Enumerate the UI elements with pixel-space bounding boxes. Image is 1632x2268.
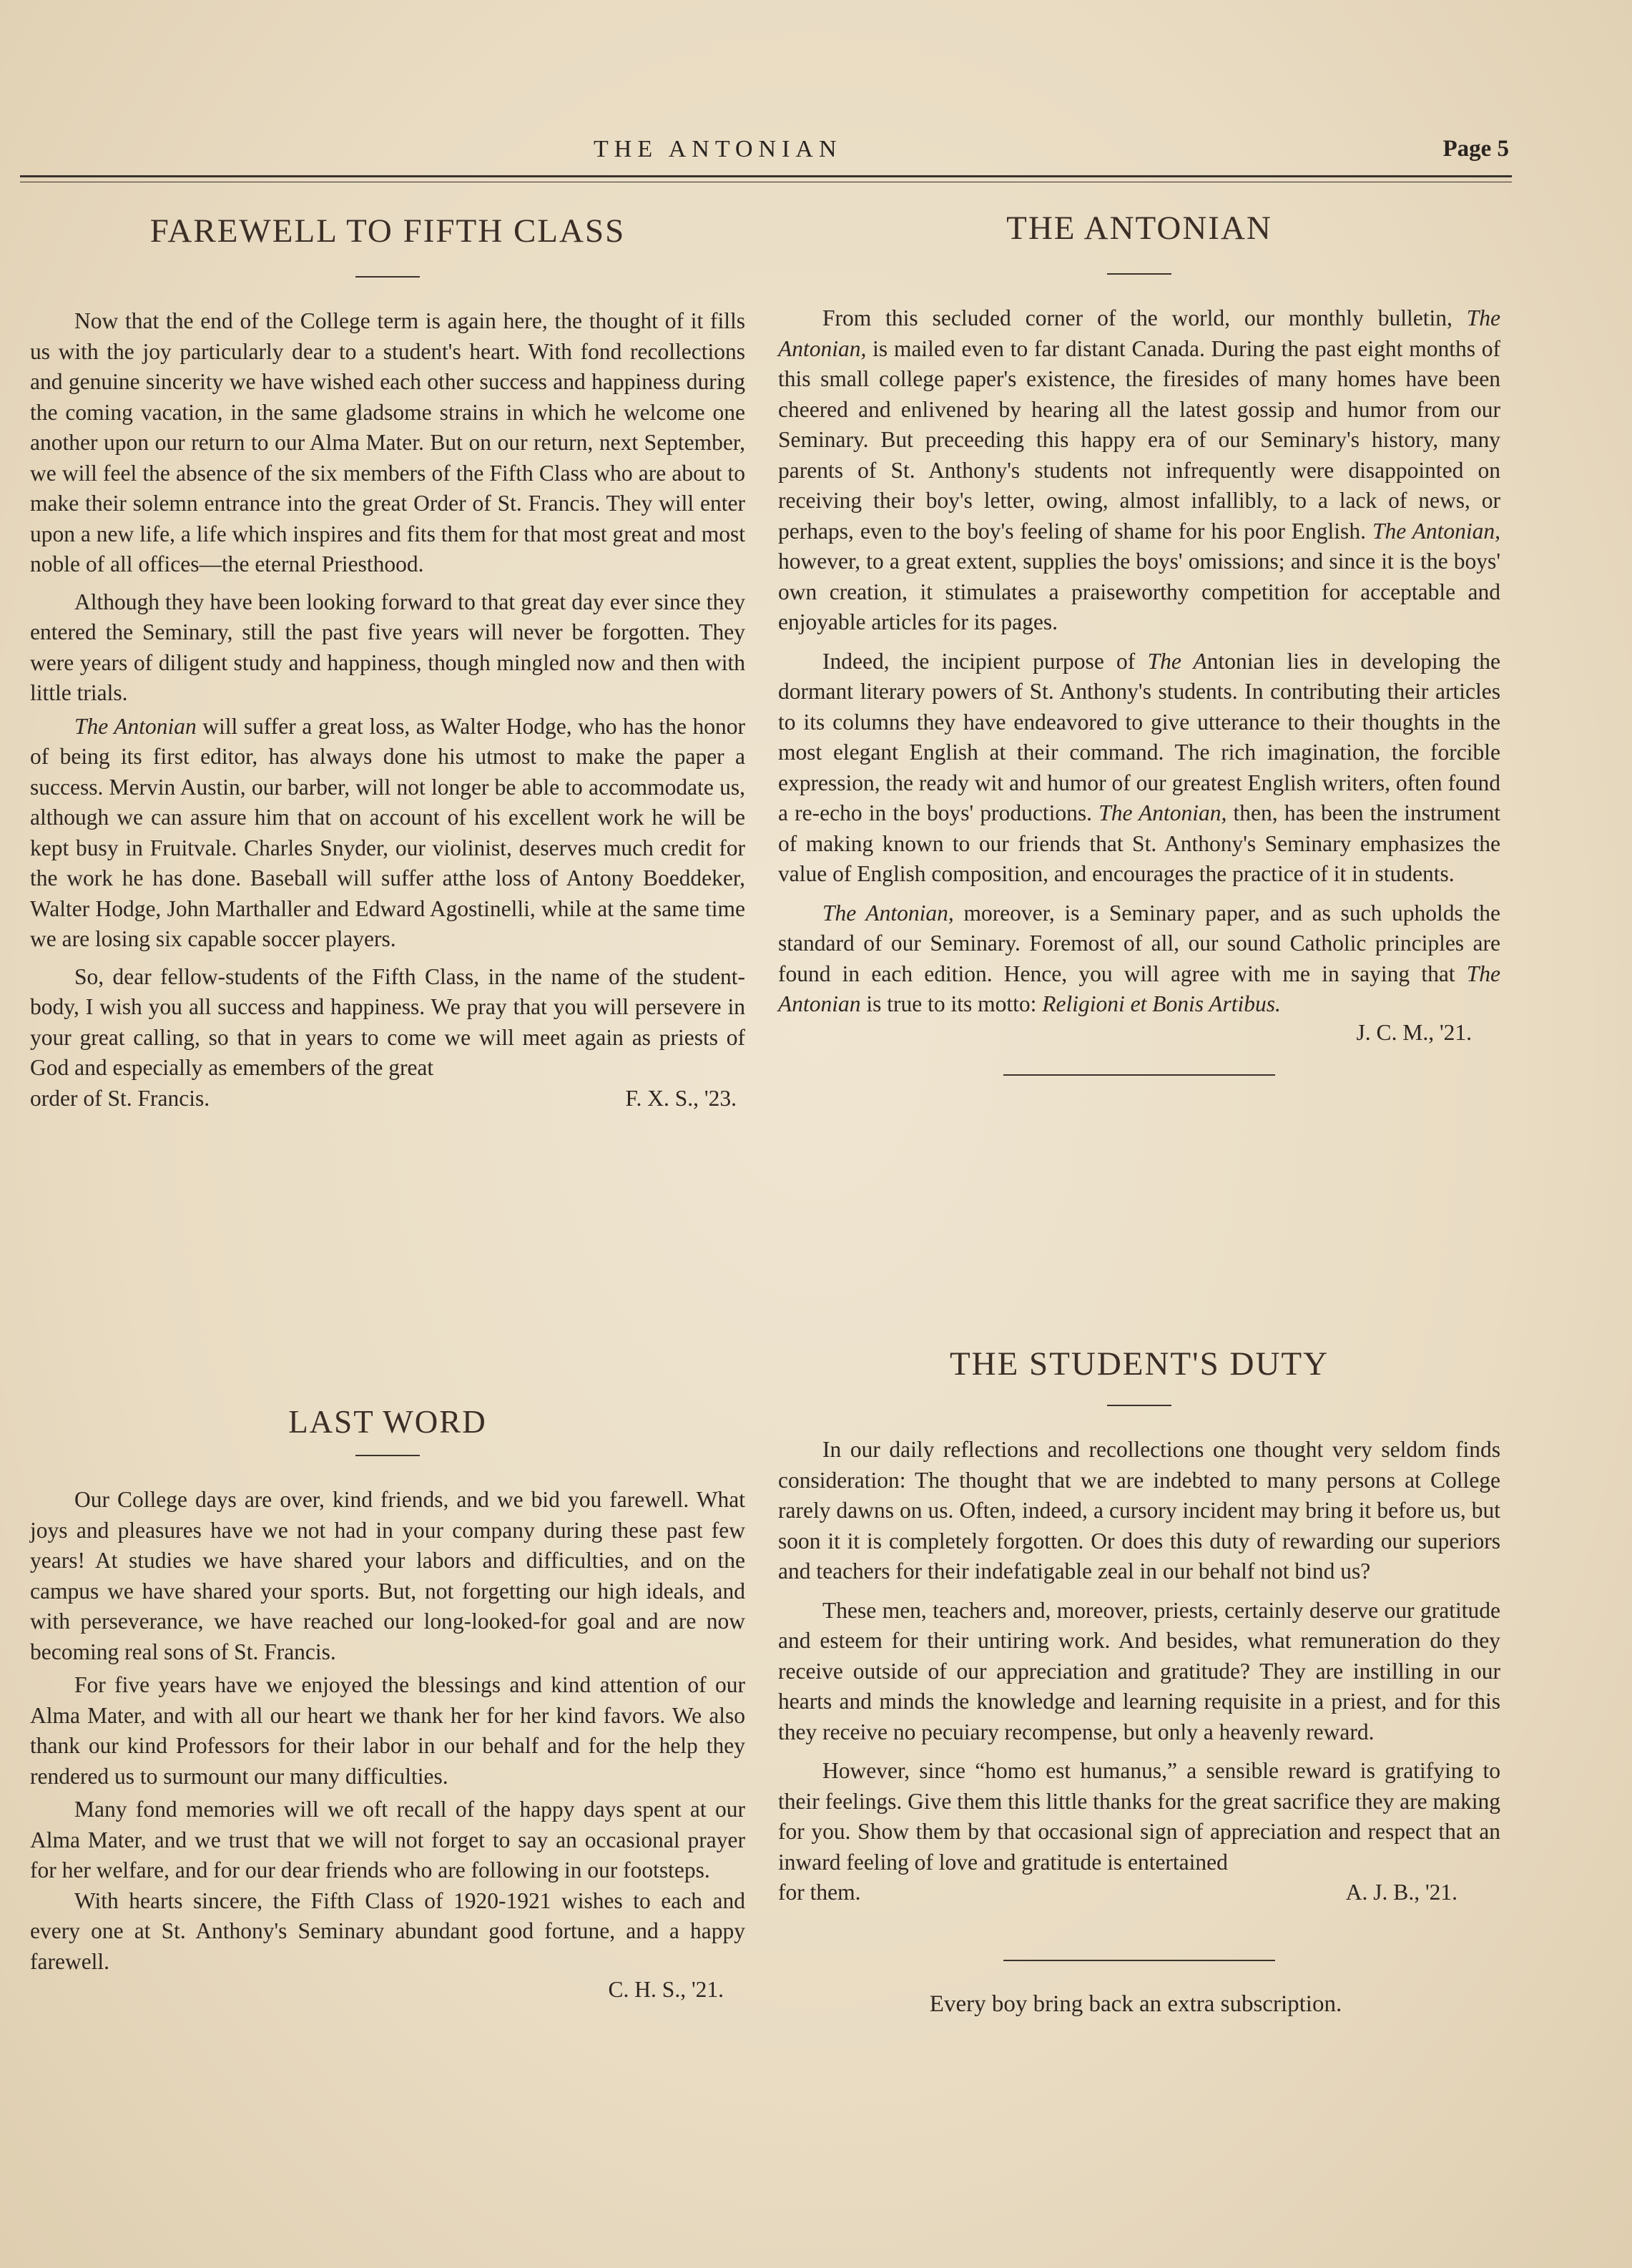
signature: C. H. S., '21. <box>608 1977 724 2002</box>
paragraph: However, since “homo est humanus,” a sensible reward is gratifying to their feelings. Give them this little thanks for the great sacrifice they are making for you. Show them by that occasional sign of appreciation and respect that an inward feeling of love and gratitude is entertained <box>778 1758 1500 1875</box>
paragraph: From this secluded corner of the world, our monthly bulletin, The Antonian, is mailed even to far distant Canada. During the past eight months of this small college paper's existence, the firesides of many homes have been cheered and enlivened by hearing all the latest gossip and humor from our Seminary. But preceeding this happy era of our Seminary's history, many parents of St. Anthony's students not infrequently were disappointed on receiving their boy's letter, owing, almost infallibly, to a lack of news, or perhaps, even to the boy's feeling of shame for his poor English. The Antonian, however, to a great extent, supplies the boys' omissions; and since it is the boys' own creation, it stimulates a praiseworthy competition for acceptable and enjoyable articles for its pages. <box>778 305 1500 634</box>
signature: F. X. S., '23. <box>625 1085 737 1111</box>
paragraph: In our daily reflections and recollections one thought very seldom finds consideration: The thought that we are indebted to many persons at College rarely dawns on us. Often, indeed, a cursory incident may bring it before us, but soon it it is completely forgotten. Or does this duty of rewarding our superiors and teachers for their indefatigable zeal in our behalf not bind us? <box>778 1437 1500 1584</box>
article-last-word <box>30 1403 745 2003</box>
paragraph: The Antonian, moreover, is a Seminary paper, and as such upholds the standard of our Seminary. Foremost of all, our sound Catholic principles are found in each edition. Hence, you will agree with me in saying that The Antonian is true to its motto: Religioni et Bonis Artibus. <box>778 900 1500 1016</box>
paragraph: Although they have been looking forward to that great day ever since they entered the Seminary, still the past five years will never be forgotten. They were years of diligent study and happiness, though mingled now and then with little trials. <box>30 589 745 705</box>
page-number: Page 5 <box>1442 136 1509 162</box>
article-farewell <box>30 212 745 1114</box>
article-students-duty <box>778 1345 1500 2018</box>
paragraph: For five years have we enjoyed the blessings and kind attention of our Alma Mater, and with all our heart we thank her for her kind favors. We also thank our kind Professors for their labor in our behalf and for the help they rendered us to surmount our many difficulties. <box>30 1672 745 1789</box>
subscription-note: Every boy bring back an extra subscription. <box>929 1990 1342 2017</box>
closing-text: order of St. Francis. <box>30 1085 210 1111</box>
paragraph: So, dear fellow-students of the Fifth Class, in the name of the student-body, I wish you all success and happiness. We pray that you will persevere in your great calling, so that in years to come we will meet again as priests of God and especially as emembers of the great <box>30 963 745 1080</box>
article-heading: THE STUDENT'S DUTY <box>949 1345 1329 1383</box>
signature: J. C. M., '21. <box>1356 1019 1472 1045</box>
heading-rule <box>355 276 420 278</box>
section-divider <box>1003 1960 1275 1961</box>
heading-rule <box>1107 1405 1171 1406</box>
masthead-rule <box>20 175 1512 177</box>
closing-text: for them. <box>778 1880 861 1905</box>
article-heading: LAST WORD <box>288 1404 487 1440</box>
publication-name: The Antonian <box>74 713 197 739</box>
paragraph: These men, teachers and, moreover, priests, certainly deserve our gratitude and esteem for their untiring work. And besides, what remuneration do they receive outside of our appreciation and gratitude? They are instilling in our hearts and minds the knowledge and learning requisite in a priest, and for this they receive no pecuiary recompense, but only a heavenly reward. <box>778 1597 1500 1744</box>
masthead-title: THE ANTONIAN <box>594 136 842 162</box>
paragraph: Indeed, the incipient purpose of The Antonian lies in developing the dormant literary powers of St. Anthony's students. In contributing their articles to its columns they have endeavored to give utterance to their thoughts in the most elegant English at their command. The rich imagination, the forcible expression, the ready wit and humor of our greatest English writers, often found a re-echo in the boys' productions. The Antonian, then, has been the instrument of making known to our friends that St. Anthony's Seminary emphasizes the value of English composition, and encourages the practice of it in students. <box>778 648 1500 886</box>
paragraph: Many fond memories will we oft recall of the happy days spent at our Alma Mater, and we trust that we will not forget to say an occasional prayer for her welfare, and for our dear friends who are following in our footsteps. <box>30 1797 745 1882</box>
paragraph: Our College days are over, kind friends, and we bid you farewell. What joys and pleasures have we not had in your company during these past few years! At studies we have shared your labors and difficulties, and on the campus we have shared your sports. But, not forgetting our high ideals, and with perseverance, we have reached our long-looked-for goal and are now becoming real sons of St. Francis. <box>30 1487 745 1664</box>
paragraph: The Antonian will suffer a great loss, as Walter Hodge, who has the honor of being its first editor, has always done his utmost to make the paper a success. Mervin Austin, our barber, will not longer be able to accommodate us, although we can assure him that on account of his excellent work he will be kept busy in Fruitvale. Charles Snyder, our violinist, deserves much credit for the work he has done. Baseball will suffer atthe loss of Antony Boeddeker, Walter Hodge, John Marthaller and Edward Agostinelli, while at the same time we are losing six capable soccer players. <box>30 713 745 951</box>
closing-line <box>778 1877 1500 1908</box>
masthead <box>21 136 1509 165</box>
article-heading: FAREWELL TO FIFTH CLASS <box>149 212 626 250</box>
article-heading: THE ANTONIAN <box>1006 210 1272 247</box>
section-divider <box>1003 1074 1275 1076</box>
closing-line <box>30 1084 745 1114</box>
paragraph: With hearts sincere, the Fifth Class of 1920-1921 wishes to each and every one at St. Anthony's Seminary abundant good fortune, and a happy farewell. <box>30 1887 745 1974</box>
heading-rule <box>355 1455 420 1456</box>
heading-rule <box>1107 273 1171 275</box>
article-the-antonian <box>778 209 1500 1076</box>
signature: A. J. B., '21. <box>1345 1880 1458 1905</box>
paragraph: Now that the end of the College term is again here, the thought of it fills us with the joy particularly dear to a student's heart. With fond recollections and genuine sincerity we have wished each other success and happiness during the coming vacation, in the same gladsome strains in which he welcome one another upon our return to our Alma Mater. But on our return, next September, we will feel the absence of the six members of the Fifth Class who are about to make their solemn entrance into the great Order of St. Francis. They will enter upon a new life, a life which inspires and fits them for that most great and most noble of all offices—the eternal Priesthood. <box>30 308 745 576</box>
